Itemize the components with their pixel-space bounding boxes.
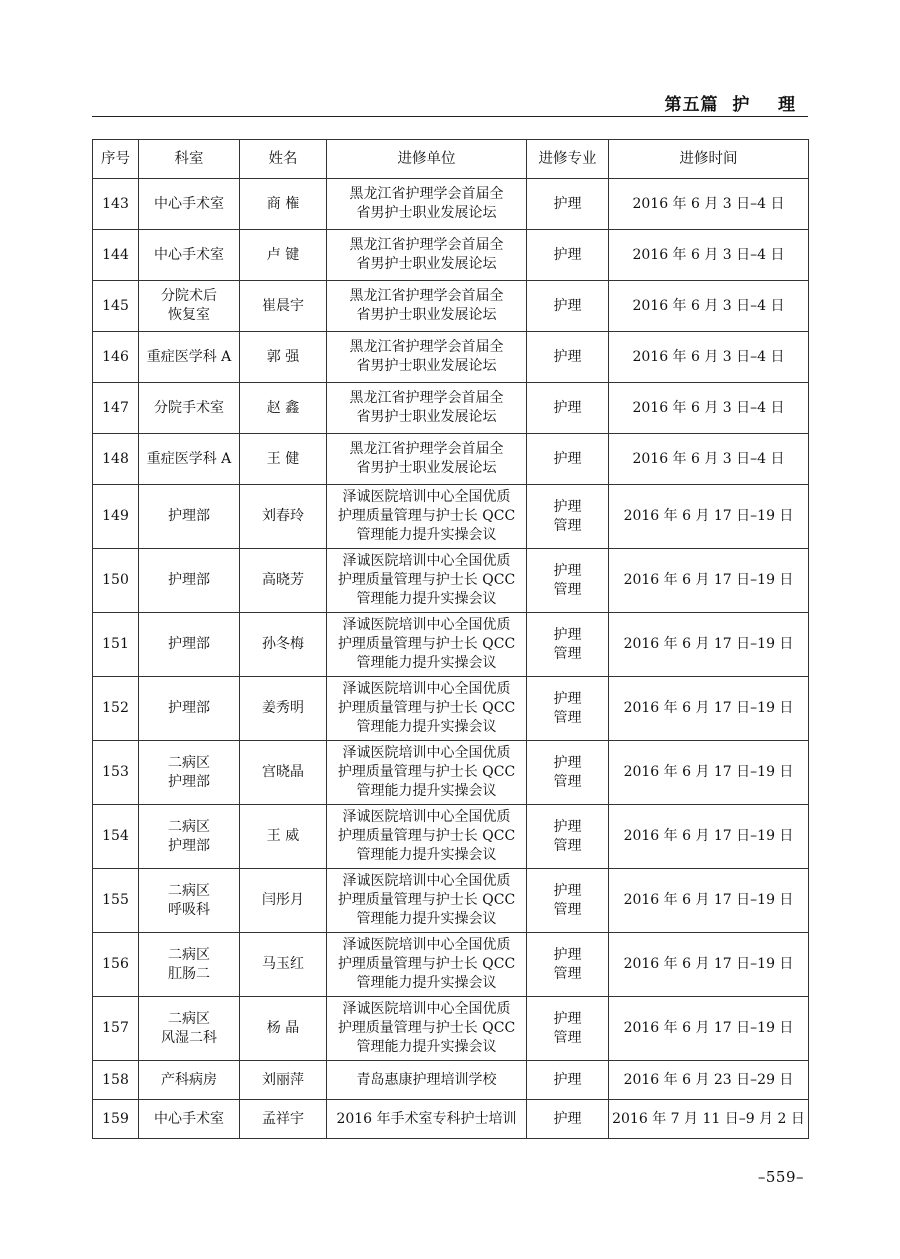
column-header-no: 序号 xyxy=(93,140,139,179)
cell-no: 143 xyxy=(93,179,139,230)
cell-unit: 黑龙江省护理学会首届全 省男护士职业发展论坛 xyxy=(327,179,527,230)
section-title: 第五篇 护 理 xyxy=(664,95,796,115)
cell-unit: 泽诚医院培训中心全国优质 护理质量管理与护士长 QCC 管理能力提升实操会议 xyxy=(327,997,527,1061)
table-row xyxy=(93,485,809,549)
cell-major: 护理 管理 xyxy=(527,613,609,677)
cell-name: 刘春玲 xyxy=(240,485,327,549)
cell-name: 孟祥宇 xyxy=(240,1100,327,1139)
cell-no: 145 xyxy=(93,281,139,332)
cell-major: 护理 管理 xyxy=(527,485,609,549)
column-header-dept: 科室 xyxy=(139,140,240,179)
table-row xyxy=(93,805,809,869)
column-header-major: 进修专业 xyxy=(527,140,609,179)
cell-no: 146 xyxy=(93,332,139,383)
cell-time: 2016 年 7 月 11 日–9 月 2 日 xyxy=(609,1100,809,1139)
cell-major: 护理 xyxy=(527,1100,609,1139)
cell-no: 152 xyxy=(93,677,139,741)
cell-major: 护理 xyxy=(527,281,609,332)
table-row xyxy=(93,434,809,485)
cell-name: 宫晓晶 xyxy=(240,741,327,805)
cell-time: 2016 年 6 月 17 日–19 日 xyxy=(609,485,809,549)
cell-name: 崔晨宇 xyxy=(240,281,327,332)
cell-name: 马玉红 xyxy=(240,933,327,997)
cell-dept: 分院术后 恢复室 xyxy=(139,281,240,332)
cell-time: 2016 年 6 月 17 日–19 日 xyxy=(609,549,809,613)
cell-dept: 护理部 xyxy=(139,677,240,741)
cell-unit: 泽诚医院培训中心全国优质 护理质量管理与护士长 QCC 管理能力提升实操会议 xyxy=(327,805,527,869)
cell-dept: 二病区 护理部 xyxy=(139,805,240,869)
cell-time: 2016 年 6 月 17 日–19 日 xyxy=(609,805,809,869)
cell-name: 闫彤月 xyxy=(240,869,327,933)
cell-dept: 分院手术室 xyxy=(139,383,240,434)
column-header-time: 进修时间 xyxy=(609,140,809,179)
cell-no: 155 xyxy=(93,869,139,933)
table-row xyxy=(93,549,809,613)
cell-major: 护理 xyxy=(527,434,609,485)
cell-unit: 泽诚医院培训中心全国优质 护理质量管理与护士长 QCC 管理能力提升实操会议 xyxy=(327,741,527,805)
cell-time: 2016 年 6 月 23 日–29 日 xyxy=(609,1061,809,1100)
cell-time: 2016 年 6 月 3 日–4 日 xyxy=(609,179,809,230)
cell-dept: 重症医学科 A xyxy=(139,332,240,383)
cell-major: 护理 管理 xyxy=(527,677,609,741)
table-row xyxy=(93,933,809,997)
cell-name: 姜秀明 xyxy=(240,677,327,741)
cell-major: 护理 xyxy=(527,230,609,281)
table-row xyxy=(93,332,809,383)
cell-time: 2016 年 6 月 17 日–19 日 xyxy=(609,677,809,741)
cell-name: 刘丽萍 xyxy=(240,1061,327,1100)
cell-no: 153 xyxy=(93,741,139,805)
cell-major: 护理 管理 xyxy=(527,997,609,1061)
cell-name: 杨 晶 xyxy=(240,997,327,1061)
cell-no: 159 xyxy=(93,1100,139,1139)
column-header-name: 姓名 xyxy=(240,140,327,179)
table-row xyxy=(93,1100,809,1139)
cell-major: 护理 xyxy=(527,179,609,230)
cell-name: 商 権 xyxy=(240,179,327,230)
cell-name: 孙冬梅 xyxy=(240,613,327,677)
table-row xyxy=(93,1061,809,1100)
cell-no: 154 xyxy=(93,805,139,869)
cell-dept: 二病区 肛肠二 xyxy=(139,933,240,997)
page-header xyxy=(92,86,808,116)
table-row xyxy=(93,997,809,1061)
table-row xyxy=(93,230,809,281)
cell-unit: 泽诚医院培训中心全国优质 护理质量管理与护士长 QCC 管理能力提升实操会议 xyxy=(327,485,527,549)
cell-name: 王 健 xyxy=(240,434,327,485)
cell-dept: 护理部 xyxy=(139,485,240,549)
cell-unit: 黑龙江省护理学会首届全 省男护士职业发展论坛 xyxy=(327,383,527,434)
cell-unit: 泽诚医院培训中心全国优质 护理质量管理与护士长 QCC 管理能力提升实操会议 xyxy=(327,677,527,741)
table-header-row xyxy=(93,140,809,179)
cell-unit: 泽诚医院培训中心全国优质 护理质量管理与护士长 QCC 管理能力提升实操会议 xyxy=(327,549,527,613)
cell-unit: 黑龙江省护理学会首届全 省男护士职业发展论坛 xyxy=(327,230,527,281)
cell-time: 2016 年 6 月 3 日–4 日 xyxy=(609,383,809,434)
cell-dept: 二病区 呼吸科 xyxy=(139,869,240,933)
cell-major: 护理 管理 xyxy=(527,549,609,613)
cell-no: 158 xyxy=(93,1061,139,1100)
cell-name: 赵 鑫 xyxy=(240,383,327,434)
cell-unit: 泽诚医院培训中心全国优质 护理质量管理与护士长 QCC 管理能力提升实操会议 xyxy=(327,869,527,933)
cell-unit: 青岛惠康护理培训学校 xyxy=(327,1061,527,1100)
cell-no: 150 xyxy=(93,549,139,613)
cell-major: 护理 管理 xyxy=(527,805,609,869)
cell-time: 2016 年 6 月 17 日–19 日 xyxy=(609,869,809,933)
table-row xyxy=(93,677,809,741)
cell-dept: 二病区 护理部 xyxy=(139,741,240,805)
cell-dept: 中心手术室 xyxy=(139,230,240,281)
column-header-unit: 进修单位 xyxy=(327,140,527,179)
cell-time: 2016 年 6 月 17 日–19 日 xyxy=(609,613,809,677)
cell-no: 147 xyxy=(93,383,139,434)
cell-major: 护理 管理 xyxy=(527,741,609,805)
cell-dept: 护理部 xyxy=(139,613,240,677)
cell-dept: 二病区 风湿二科 xyxy=(139,997,240,1061)
cell-unit: 泽诚医院培训中心全国优质 护理质量管理与护士长 QCC 管理能力提升实操会议 xyxy=(327,613,527,677)
cell-dept: 产科病房 xyxy=(139,1061,240,1100)
cell-major: 护理 管理 xyxy=(527,869,609,933)
cell-no: 151 xyxy=(93,613,139,677)
table-row xyxy=(93,281,809,332)
cell-name: 郭 强 xyxy=(240,332,327,383)
cell-time: 2016 年 6 月 3 日–4 日 xyxy=(609,230,809,281)
cell-dept: 中心手术室 xyxy=(139,179,240,230)
cell-dept: 中心手术室 xyxy=(139,1100,240,1139)
cell-major: 护理 xyxy=(527,383,609,434)
cell-unit: 2016 年手术室专科护士培训 xyxy=(327,1100,527,1139)
cell-unit: 黑龙江省护理学会首届全 省男护士职业发展论坛 xyxy=(327,332,527,383)
cell-name: 王 威 xyxy=(240,805,327,869)
table-row xyxy=(93,741,809,805)
cell-major: 护理 xyxy=(527,1061,609,1100)
cell-major: 护理 管理 xyxy=(527,933,609,997)
table-row xyxy=(93,613,809,677)
table-row xyxy=(93,869,809,933)
cell-unit: 泽诚医院培训中心全国优质 护理质量管理与护士长 QCC 管理能力提升实操会议 xyxy=(327,933,527,997)
cell-time: 2016 年 6 月 3 日–4 日 xyxy=(609,434,809,485)
cell-no: 148 xyxy=(93,434,139,485)
header-rule xyxy=(92,116,808,117)
page-number: –559– xyxy=(757,1168,804,1186)
cell-time: 2016 年 6 月 17 日–19 日 xyxy=(609,741,809,805)
cell-no: 157 xyxy=(93,997,139,1061)
cell-unit: 黑龙江省护理学会首届全 省男护士职业发展论坛 xyxy=(327,281,527,332)
cell-major: 护理 xyxy=(527,332,609,383)
cell-time: 2016 年 6 月 3 日–4 日 xyxy=(609,332,809,383)
cell-unit: 黑龙江省护理学会首届全 省男护士职业发展论坛 xyxy=(327,434,527,485)
training-roster-table xyxy=(92,139,809,1139)
cell-dept: 重症医学科 A xyxy=(139,434,240,485)
table-row xyxy=(93,383,809,434)
cell-time: 2016 年 6 月 3 日–4 日 xyxy=(609,281,809,332)
cell-no: 149 xyxy=(93,485,139,549)
cell-no: 156 xyxy=(93,933,139,997)
cell-time: 2016 年 6 月 17 日–19 日 xyxy=(609,997,809,1061)
table-row xyxy=(93,179,809,230)
cell-no: 144 xyxy=(93,230,139,281)
cell-dept: 护理部 xyxy=(139,549,240,613)
cell-time: 2016 年 6 月 17 日–19 日 xyxy=(609,933,809,997)
cell-name: 高晓芳 xyxy=(240,549,327,613)
cell-name: 卢 键 xyxy=(240,230,327,281)
